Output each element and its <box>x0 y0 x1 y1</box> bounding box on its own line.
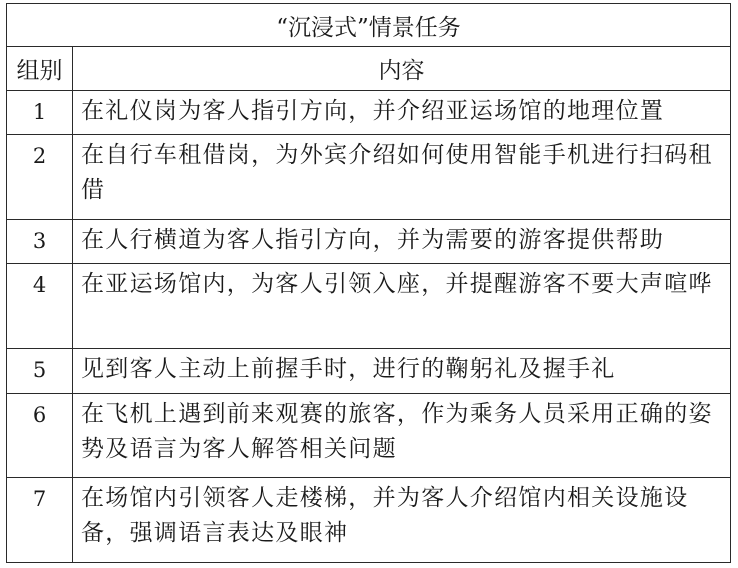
table-row <box>7 90 731 134</box>
group-number: 1 <box>7 90 73 134</box>
table-row <box>7 349 731 393</box>
task-content: 在飞机上遇到前来观赛的旅客，作为乘务人员采用正确的姿势及语言为客人解答相关问题 <box>73 393 731 478</box>
table-row <box>7 393 731 478</box>
task-table <box>6 3 731 563</box>
task-content: 在场馆内引领客人走楼梯，并为客人介绍馆内相关设施设备，强调语言表达及眼神 <box>73 478 731 563</box>
group-number: 6 <box>7 393 73 478</box>
header-content: 内容 <box>73 47 731 90</box>
group-number: 2 <box>7 135 73 220</box>
task-content: 在礼仪岗为客人指引方向，并介绍亚运场馆的地理位置 <box>73 90 731 134</box>
header-row <box>7 47 731 90</box>
group-number: 3 <box>7 219 73 263</box>
table-title: “沉浸式”情景任务 <box>7 4 731 47</box>
task-content: 见到客人主动上前握手时，进行的鞠躬礼及握手礼 <box>73 349 731 393</box>
header-group: 组别 <box>7 47 73 90</box>
task-content: 在自行车租借岗，为外宾介绍如何使用智能手机进行扫码租借 <box>73 135 731 220</box>
table-row <box>7 264 731 349</box>
table-row <box>7 478 731 563</box>
title-row <box>7 4 731 47</box>
task-content: 在亚运场馆内，为客人引领入座，并提醒游客不要大声喧哗 <box>73 264 731 349</box>
group-number: 7 <box>7 478 73 563</box>
group-number: 5 <box>7 349 73 393</box>
group-number: 4 <box>7 264 73 349</box>
task-content: 在人行横道为客人指引方向，并为需要的游客提供帮助 <box>73 219 731 263</box>
table-row <box>7 219 731 263</box>
table-row <box>7 135 731 220</box>
